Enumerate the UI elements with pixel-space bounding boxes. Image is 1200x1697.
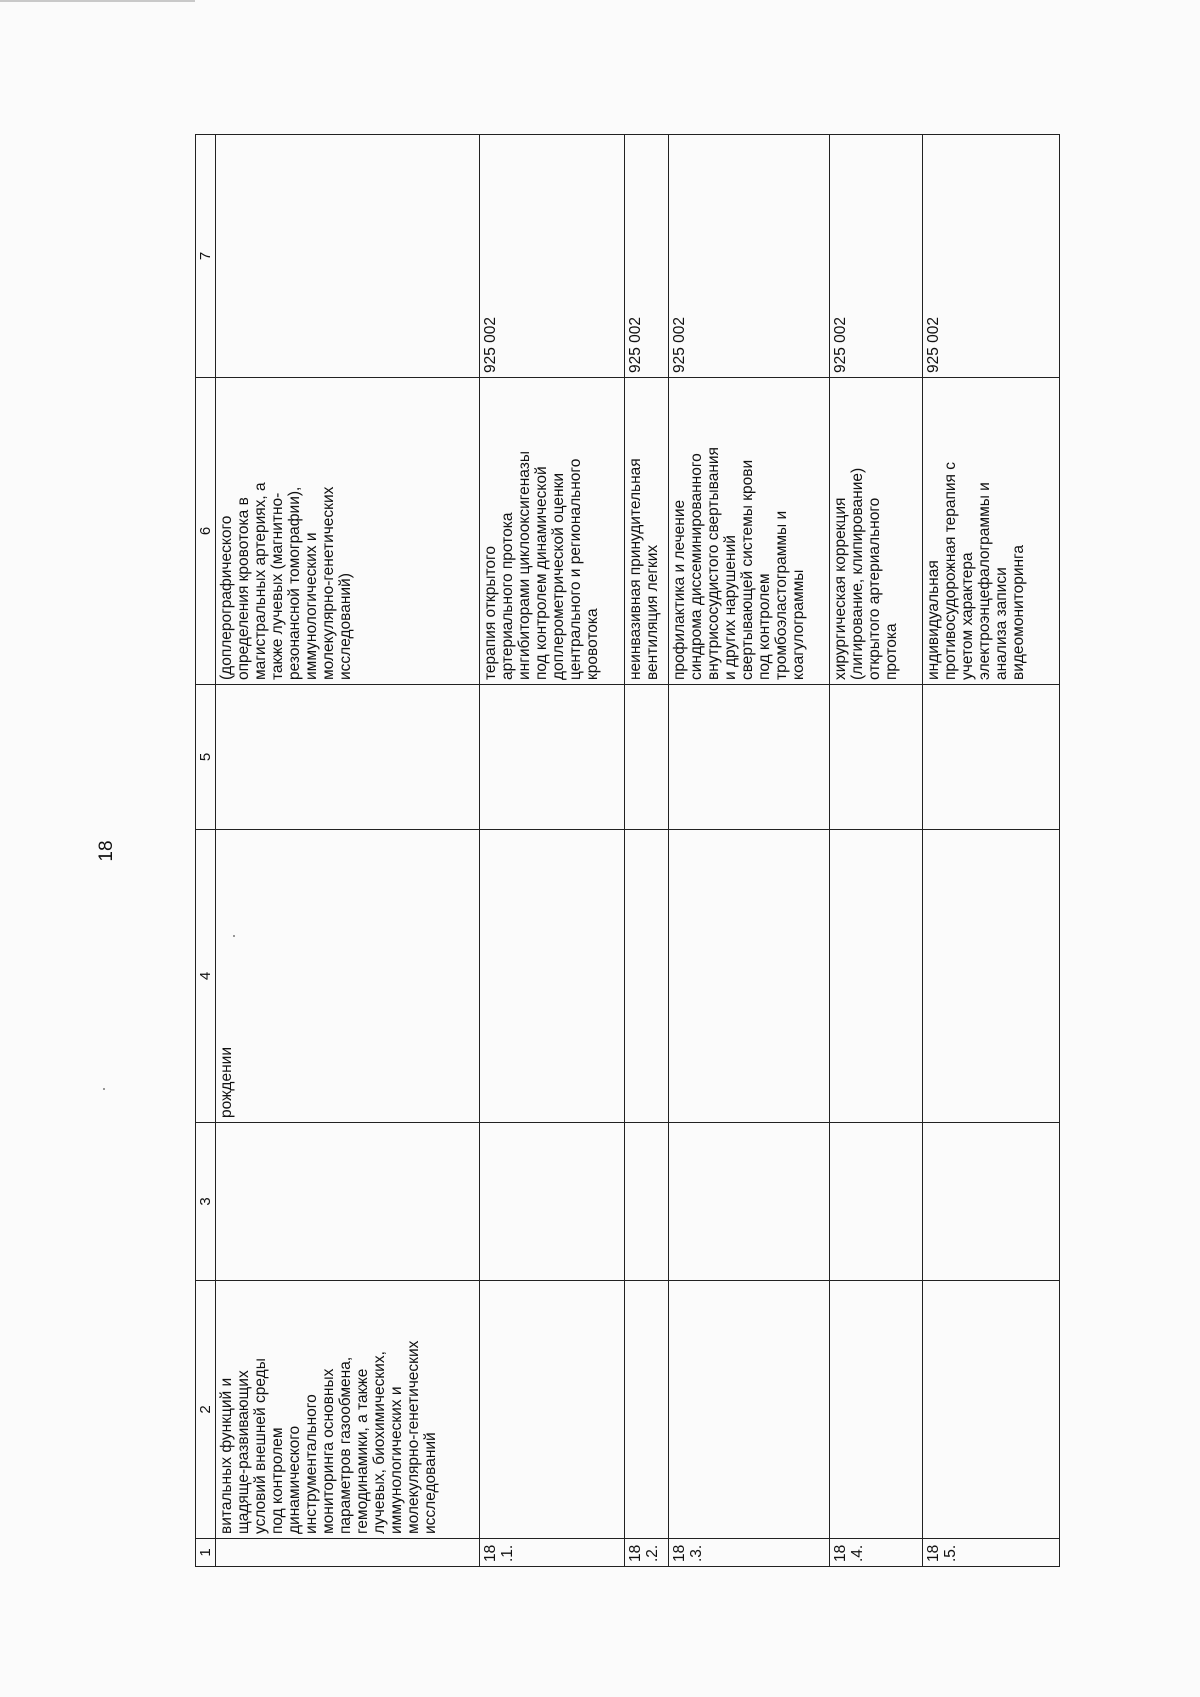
table-row <box>216 135 480 1567</box>
cell-col5 <box>480 685 625 830</box>
cell-col4 <box>624 830 668 1123</box>
cell-col5 <box>216 685 480 830</box>
col-header-4: 4 <box>196 830 216 1123</box>
col-header-1: 1 <box>196 1539 216 1567</box>
table-row <box>922 135 1059 1567</box>
col-header-2: 2 <box>196 1281 216 1539</box>
table-row <box>830 135 922 1567</box>
header-row <box>196 135 216 1567</box>
cell-description <box>668 1281 829 1539</box>
cell-col3 <box>480 1123 625 1281</box>
cell-col3 <box>922 1123 1059 1281</box>
cell-number <box>216 1539 480 1567</box>
cell-cost: 925 002 <box>668 135 829 378</box>
cell-col4 <box>668 830 829 1123</box>
cell-col4 <box>480 830 625 1123</box>
cell-number: 18.1. <box>480 1539 625 1567</box>
cell-col4: рождении <box>216 830 480 1123</box>
cell-number: 18.5. <box>922 1539 1059 1567</box>
cell-col3 <box>668 1123 829 1281</box>
cell-description <box>624 1281 668 1539</box>
cell-col3 <box>624 1123 668 1281</box>
cell-number: 18.4. <box>830 1539 922 1567</box>
table-inner <box>195 135 1060 1567</box>
table-row <box>480 135 625 1567</box>
cell-description <box>480 1281 625 1539</box>
cell-treatment: профилактика и лечение синдрома диссеминированного внутрисосудистого свертывания и других нарушений свертывающей системы крови под контролем тромбоэластограммы и коагулограммы <box>668 378 829 685</box>
cell-col5 <box>830 685 922 830</box>
cell-cost: 925 002 <box>922 135 1059 378</box>
cell-treatment: хирургическая коррекция (лигирование, клипирование) открытого артериального протока <box>830 378 922 685</box>
medical-care-table <box>195 134 1060 1567</box>
cell-treatment: (доплерографического определения кровотока в магистральных артериях, а также лучевых (магнитно- резонансной томографии), иммунологических и молекулярно-генетических исследований) <box>216 378 480 685</box>
cell-col4 <box>830 830 922 1123</box>
cell-cost: 925 002 <box>830 135 922 378</box>
col-header-6: 6 <box>196 378 216 685</box>
cell-treatment: индивидуальная противосудорожная терапия с учетом характера электроэнцефалограммы и анализа записи видеомониторинга <box>922 378 1059 685</box>
cell-col5 <box>624 685 668 830</box>
cell-col4 <box>922 830 1059 1123</box>
cell-description <box>830 1281 922 1539</box>
cell-number: 18.2. <box>624 1539 668 1567</box>
cell-col3 <box>830 1123 922 1281</box>
cell-cost: 925 002 <box>624 135 668 378</box>
cell-number: 18.3. <box>668 1539 829 1567</box>
cell-description <box>922 1281 1059 1539</box>
cell-col5 <box>668 685 829 830</box>
cell-treatment: терапия открытого артериального протока ингибиторами циклооксигеназы под контролем динамической доплерометрической оценки центрального и регионального кровотока <box>480 378 625 685</box>
col-header-7: 7 <box>196 135 216 378</box>
cell-cost <box>216 135 480 378</box>
scan-edge <box>0 0 195 2</box>
col-header-3: 3 <box>196 1123 216 1281</box>
cell-description: витальных функций и щадяще-развивающих условий внешней среды под контролем динамического инструментального мониторинга основных параметров газообмена, гемодинамики, а также лучевых, биохимических, иммунологических и молекулярно-генетических исследований <box>216 1281 480 1539</box>
table-row <box>668 135 829 1567</box>
cell-col3 <box>216 1123 480 1281</box>
col-header-5: 5 <box>196 685 216 830</box>
cell-cost: 925 002 <box>480 135 625 378</box>
cell-col5 <box>922 685 1059 830</box>
cell-treatment: неинвазивная принудительная вентиляция легких <box>624 378 668 685</box>
page-number: 18 <box>96 840 117 862</box>
scan-speck <box>103 1088 105 1090</box>
table-row <box>624 135 668 1567</box>
rotated-table-container <box>195 135 1060 1567</box>
